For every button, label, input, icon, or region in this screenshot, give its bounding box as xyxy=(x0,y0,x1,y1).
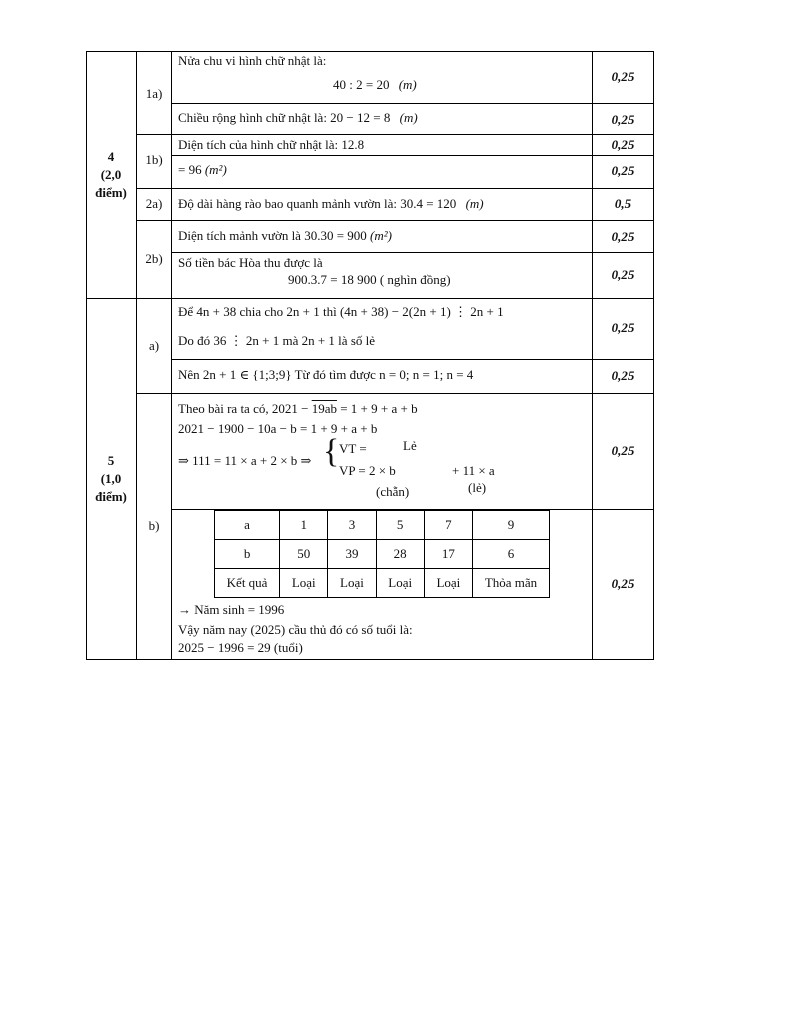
score-1a-2: 0,25 xyxy=(611,112,635,127)
score-2b-1: 0,25 xyxy=(611,229,635,244)
table-row xyxy=(215,569,550,598)
row-5b-after3: 2025 − 1996 = 29 (tuổi) xyxy=(178,640,303,655)
row-2b-area-text: Diện tích mảnh vườn là 30.30 = 900 xyxy=(178,228,367,243)
row-5b-after2: Vậy năm nay (2025) cầu thủ đó có số tuổi là: xyxy=(178,622,413,637)
table-row xyxy=(215,511,550,540)
q5-label xyxy=(86,452,136,506)
row-5a-text1: Để 4n + 38 chia cho 2n + 1 thì (4n + 38) − 2(2n + 1) ⋮ 2n + 1 xyxy=(178,304,504,319)
row-5b-le: Lẻ xyxy=(403,438,417,453)
table-cell: Loại xyxy=(280,569,328,598)
table-cell: 1 xyxy=(280,511,328,540)
row-5b-le2: (lẻ) xyxy=(468,480,487,495)
score-1a-1: 0,25 xyxy=(611,69,635,84)
row-5b-text1c: = 1 + 9 + a + b xyxy=(336,401,418,416)
table-cell: 7 xyxy=(424,511,472,540)
row-5a-text3: Nên 2n + 1 ∈ {1;3;9} Từ đó tìm được n = 0; n = 1; n = 4 xyxy=(178,367,474,382)
table-cell: 3 xyxy=(328,511,376,540)
row-2b-text2: Số tiền bác Hòa thu được là xyxy=(178,255,323,270)
row-1a-width xyxy=(178,110,418,126)
row-1a-text1: Nửa chu vi hình chữ nhật là: xyxy=(178,53,327,68)
table-cell: 28 xyxy=(376,540,424,569)
q4-number: 4 xyxy=(107,149,115,164)
q5-points: (1,0 xyxy=(100,471,122,486)
row-2b-label: 2b) xyxy=(145,251,163,266)
row-1b-unit: (m²) xyxy=(204,162,227,177)
table-cell: 39 xyxy=(328,540,376,569)
table-cell: 50 xyxy=(280,540,328,569)
table-cell: Loại xyxy=(376,569,424,598)
score-1b-1: 0,25 xyxy=(611,137,635,152)
row-5a-label: a) xyxy=(148,338,160,353)
score-1b-2: 0,25 xyxy=(611,163,635,178)
row-5b-chan: (chẵn) xyxy=(376,484,410,499)
row-5b-text2: 2021 − 1900 − 10a − b = 1 + 9 + a + b xyxy=(178,421,378,436)
q4-points: (2,0 xyxy=(100,167,122,182)
row-1b-value: = 96 xyxy=(178,162,202,177)
row-5b-text3: ⇒ 111 = 11 × a + 2 × b ⇒ xyxy=(178,453,312,468)
q4-points-unit: điểm) xyxy=(95,185,127,200)
table-cell: b xyxy=(215,540,280,569)
q5-number: 5 xyxy=(107,453,115,468)
row-1a-unit: (m) xyxy=(398,77,417,92)
row-1b-label: 1b) xyxy=(145,152,163,167)
row-1a-label: 1a) xyxy=(145,86,163,101)
q5-points-unit: điểm) xyxy=(95,489,127,504)
row-5b-vt: VT = xyxy=(339,441,367,456)
row-5b-vp: VP = 2 × b xyxy=(339,463,396,478)
score-2b-2: 0,25 xyxy=(611,267,635,282)
score-5b-2: 0,25 xyxy=(611,576,635,591)
table-cell: a xyxy=(215,511,280,540)
row-1a-calc: 40 : 2 = 20 xyxy=(333,77,390,92)
table-cell: Kết quả xyxy=(215,569,280,598)
row-1a-eq xyxy=(333,77,417,93)
table-cell: 5 xyxy=(376,511,424,540)
row-5b-after1: → Năm sinh = 1996 xyxy=(178,602,285,617)
row-5b-label: b) xyxy=(148,518,160,533)
score-5a-1: 0,25 xyxy=(611,320,635,335)
row-2b-area xyxy=(178,228,392,244)
row-5b-brace: { xyxy=(323,433,340,470)
row-1b-text1: Diện tích của hình chữ nhật là: 12.8 xyxy=(178,137,365,152)
row-2b-area-unit: (m²) xyxy=(370,228,392,243)
row-2a-unit: (m) xyxy=(465,196,484,211)
q4-label xyxy=(86,148,136,202)
score-5b-1: 0,25 xyxy=(611,443,635,458)
row-1b-text2 xyxy=(178,162,227,178)
row-5b-text1b: 19ab xyxy=(311,401,337,416)
table-cell: 6 xyxy=(473,540,550,569)
row-5b-eleven: + 11 × a xyxy=(452,463,495,478)
row-2b-text3: 900.3.7 = 18 900 ( nghìn đồng) xyxy=(288,272,451,287)
row-5a-text2: Do đó 36 ⋮ 2n + 1 mà 2n + 1 là số lẻ xyxy=(178,333,376,348)
table-cell: Thỏa mãn xyxy=(473,569,550,598)
row-5b-text1 xyxy=(178,401,418,417)
table-cell: Loại xyxy=(328,569,376,598)
row-5b-text1a: Theo bài ra ta có, 2021 − xyxy=(178,401,312,416)
row-2a-value: Độ dài hàng rào bao quanh mảnh vườn là: 30.4 = 120 xyxy=(178,196,457,211)
row-1a-width-text: Chiều rộng hình chữ nhật là: 20 − 12 = 8 xyxy=(178,110,391,125)
score-5a-2: 0,25 xyxy=(611,368,635,383)
row-1a-width-unit: (m) xyxy=(399,110,418,125)
row-2a-text xyxy=(178,196,484,212)
table-cell: Loại xyxy=(424,569,472,598)
row-2a-label: 2a) xyxy=(145,196,163,211)
score-2a: 0,5 xyxy=(614,196,632,211)
table-row xyxy=(215,540,550,569)
result-table xyxy=(214,510,550,598)
table-cell: 17 xyxy=(424,540,472,569)
table-cell: 9 xyxy=(473,511,550,540)
